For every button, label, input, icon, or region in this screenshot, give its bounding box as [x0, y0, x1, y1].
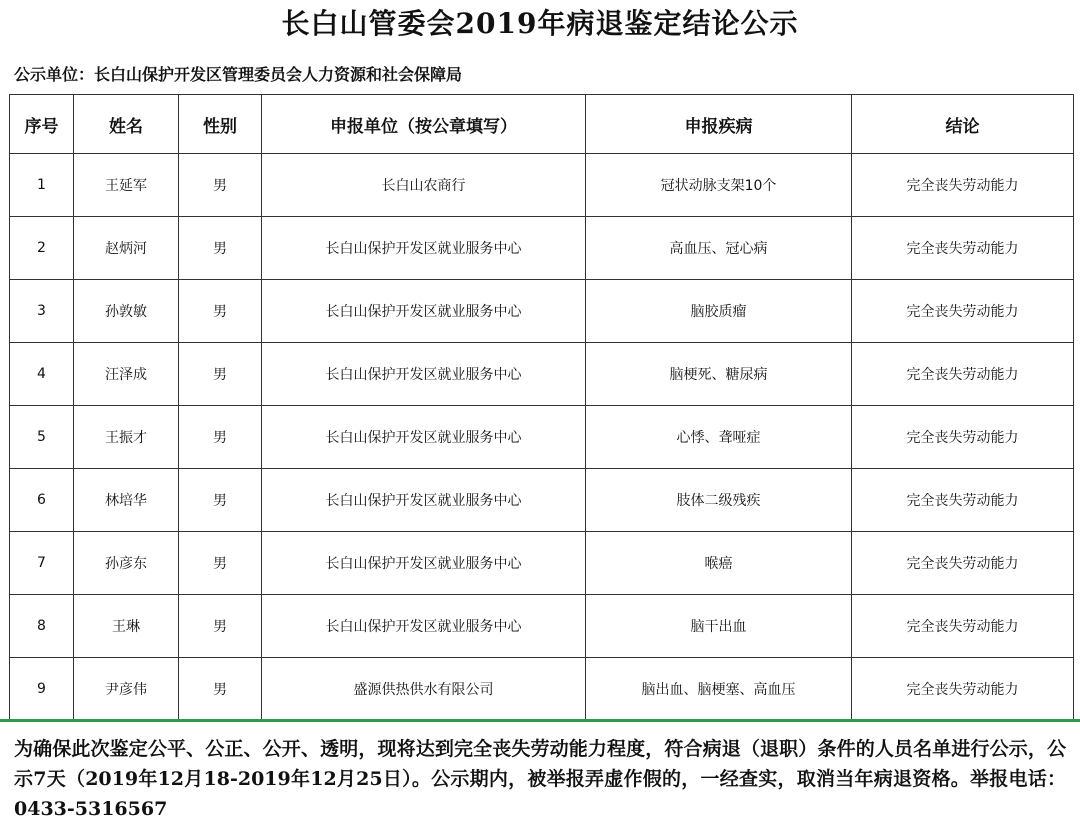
- cell-gender: 男: [179, 469, 262, 532]
- cell-index: 9: [10, 658, 74, 721]
- cell-gender: 男: [179, 280, 262, 343]
- cell-employer: 长白山保护开发区就业服务中心: [262, 469, 586, 532]
- cell-name: 王振才: [74, 406, 179, 469]
- cell-disease: 脑胶质瘤: [586, 280, 852, 343]
- cell-index: 2: [10, 217, 74, 280]
- cell-index: 7: [10, 532, 74, 595]
- cell-index: 4: [10, 343, 74, 406]
- table-row: [10, 532, 1074, 595]
- cell-disease: 肢体二级残疾: [586, 469, 852, 532]
- publisher-line: 公示单位：长白山保护开发区管理委员会人力资源和社会保障局: [14, 65, 463, 84]
- cell-conclusion: 完全丧失劳动能力: [852, 469, 1074, 532]
- cell-index: 3: [10, 280, 74, 343]
- results-table: [9, 94, 1074, 721]
- table-row: [10, 658, 1074, 721]
- cell-gender: 男: [179, 154, 262, 217]
- cell-gender: 男: [179, 343, 262, 406]
- cell-employer: 长白山保护开发区就业服务中心: [262, 343, 586, 406]
- page-title: 长白山管委会2019年病退鉴定结论公示: [281, 7, 799, 40]
- table-row: [10, 343, 1074, 406]
- cell-name: 孙彦东: [74, 532, 179, 595]
- cell-conclusion: 完全丧失劳动能力: [852, 154, 1074, 217]
- cell-index: 5: [10, 406, 74, 469]
- table-row: [10, 280, 1074, 343]
- cell-disease: 心悸、聋哑症: [586, 406, 852, 469]
- cell-disease: 脑出血、脑梗塞、高血压: [586, 658, 852, 721]
- cell-employer: 长白山农商行: [262, 154, 586, 217]
- cell-employer: 长白山保护开发区就业服务中心: [262, 217, 586, 280]
- cell-gender: 男: [179, 658, 262, 721]
- cell-index: 1: [10, 154, 74, 217]
- cell-name: 王延军: [74, 154, 179, 217]
- header-gender: 性别: [179, 95, 262, 154]
- cell-name: 汪泽成: [74, 343, 179, 406]
- cell-gender: 男: [179, 532, 262, 595]
- cell-conclusion: 完全丧失劳动能力: [852, 343, 1074, 406]
- notice-footer: 为确保此次鉴定公平、公正、公开、透明，现将达到完全丧失劳动能力程度，符合病退（退职）条件的人员名单进行公示，公示7天（2019年12月18-2019年12月25日）。公示期内，被举报弄虚作假的，一经查实，取消当年病退资格。举报电话：0433-5316567: [14, 738, 1066, 820]
- cell-name: 赵炳河: [74, 217, 179, 280]
- cell-employer: 长白山保护开发区就业服务中心: [262, 532, 586, 595]
- cell-employer: 长白山保护开发区就业服务中心: [262, 280, 586, 343]
- header-index: 序号: [10, 95, 74, 154]
- cell-name: 尹彦伟: [74, 658, 179, 721]
- cell-conclusion: 完全丧失劳动能力: [852, 532, 1074, 595]
- cell-name: 王琳: [74, 595, 179, 658]
- cell-conclusion: 完全丧失劳动能力: [852, 406, 1074, 469]
- cell-name: 孙敦敏: [74, 280, 179, 343]
- cell-conclusion: 完全丧失劳动能力: [852, 280, 1074, 343]
- cell-disease: 冠状动脉支架10个: [586, 154, 852, 217]
- cell-disease: 脑干出血: [586, 595, 852, 658]
- cell-index: 6: [10, 469, 74, 532]
- cell-conclusion: 完全丧失劳动能力: [852, 658, 1074, 721]
- table-row: [10, 154, 1074, 217]
- cell-disease: 脑梗死、糖尿病: [586, 343, 852, 406]
- cell-employer: 盛源供热供水有限公司: [262, 658, 586, 721]
- table-row: [10, 595, 1074, 658]
- cell-disease: 喉癌: [586, 532, 852, 595]
- table-header-row: [10, 95, 1074, 154]
- cell-gender: 男: [179, 217, 262, 280]
- table-row: [10, 469, 1074, 532]
- header-name: 姓名: [74, 95, 179, 154]
- cell-employer: 长白山保护开发区就业服务中心: [262, 595, 586, 658]
- cell-employer: 长白山保护开发区就业服务中心: [262, 406, 586, 469]
- header-conclusion: 结论: [852, 95, 1074, 154]
- cell-gender: 男: [179, 406, 262, 469]
- cell-disease: 高血压、冠心病: [586, 217, 852, 280]
- table-row: [10, 406, 1074, 469]
- table-row: [10, 217, 1074, 280]
- cell-name: 林培华: [74, 469, 179, 532]
- cell-conclusion: 完全丧失劳动能力: [852, 217, 1074, 280]
- cell-gender: 男: [179, 595, 262, 658]
- cell-index: 8: [10, 595, 74, 658]
- header-disease: 申报疾病: [586, 95, 852, 154]
- cell-conclusion: 完全丧失劳动能力: [852, 595, 1074, 658]
- header-employer: 申报单位（按公章填写）: [262, 95, 586, 154]
- divider-line: [0, 719, 1080, 722]
